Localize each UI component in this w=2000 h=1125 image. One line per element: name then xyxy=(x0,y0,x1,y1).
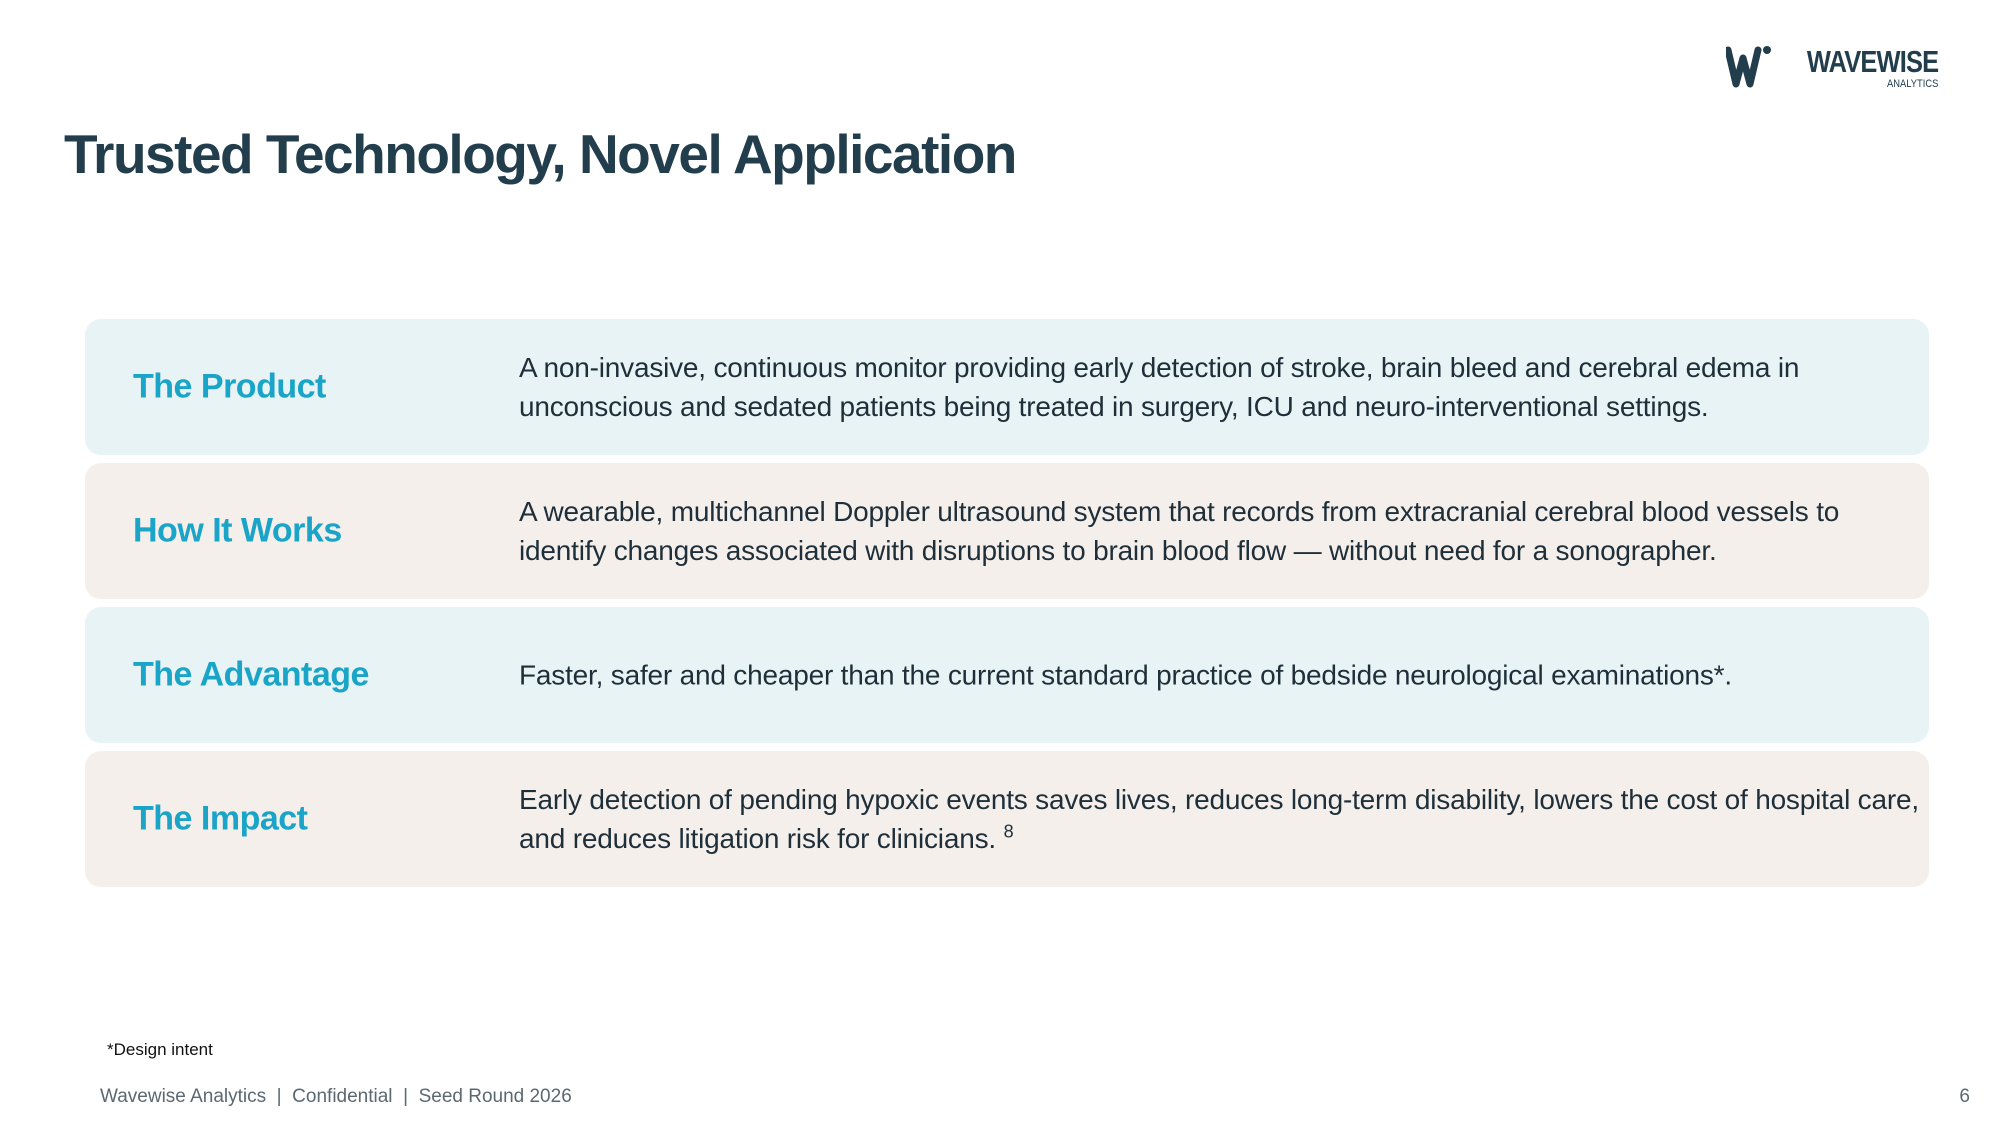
page-number: 6 xyxy=(1959,1086,1970,1107)
logo-text xyxy=(1778,44,1938,90)
row-how-it-works xyxy=(85,463,1929,599)
row-description: Faster, safer and cheaper than the current standard practice of bedside neurological examinations*. xyxy=(519,659,1732,691)
row-label: The Product xyxy=(133,367,326,406)
wave-logo-icon xyxy=(1726,44,1772,88)
row-label: How It Works xyxy=(133,511,342,550)
company-logo xyxy=(1726,44,1938,90)
row-the-product xyxy=(85,319,1929,455)
row-label: The Advantage xyxy=(133,655,369,694)
footnote: *Design intent xyxy=(107,1040,213,1059)
row-description: A wearable, multichannel Doppler ultrasound system that records from extracranial cerebral blood vessels to identify changes associated with disruptions to brain blood flow — without need for a sonographer. xyxy=(519,496,1840,566)
row-the-advantage xyxy=(85,607,1929,743)
row-label: The Impact xyxy=(133,799,308,838)
feature-table xyxy=(85,319,1929,895)
row-the-impact xyxy=(85,751,1929,887)
logo-subtitle: ANALYTICS xyxy=(1886,78,1938,90)
footer-text: Wavewise Analytics | Confidential | Seed Round 2026 xyxy=(100,1086,572,1107)
page-title: Trusted Technology, Novel Application xyxy=(64,123,1016,185)
row-description-container xyxy=(519,780,1919,858)
row-description: A non-invasive, continuous monitor providing early detection of stroke, brain bleed and cerebral edema in unconscious and sedated patients being treated in surgery, ICU and neuro-interventional settings. xyxy=(519,352,1800,422)
logo-name: WAVEWISE xyxy=(1806,44,1938,79)
citation-superscript: 8 xyxy=(1003,821,1014,842)
row-description: Early detection of pending hypoxic events saves lives, reduces long-term disability, lowers the cost of hospital care, and reduces litigation risk for clinicians. xyxy=(519,784,1919,854)
